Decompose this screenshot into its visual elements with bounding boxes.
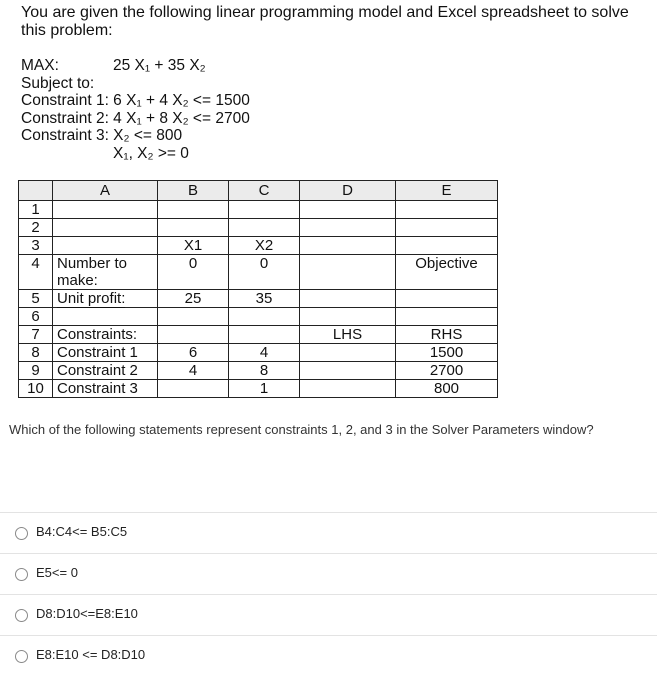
max-label: MAX: [21, 57, 59, 74]
option-label: B4:C4<= B5:C5 [36, 524, 128, 539]
cell-e7: RHS [396, 326, 498, 344]
subject-to-label: Subject to: [21, 74, 95, 92]
row-number: 7 [19, 326, 53, 344]
cell-b5: 25 [158, 290, 229, 308]
cell-c2 [229, 219, 300, 237]
radio-button[interactable] [15, 650, 28, 663]
cell-d8 [300, 344, 396, 362]
cell-c5: 35 [229, 290, 300, 308]
cell-d7: LHS [300, 326, 396, 344]
cell-e5 [396, 290, 498, 308]
radio-button[interactable] [15, 527, 28, 540]
problem-intro: You are given the following linear programming model and Excel spreadsheet to solve this problem: [21, 4, 629, 39]
cell-e4: Objective [396, 255, 498, 290]
cell-d6 [300, 308, 396, 326]
cell-e9: 2700 [396, 362, 498, 380]
constraint-1: Constraint 1: 6 X₁ + 4 X₂ <= 1500 [21, 92, 250, 109]
objective-function: 25 X₁ + 35 X₂ [113, 57, 206, 74]
question-text: Which of the following statements represent constraints 1, 2, and 3 in the Solver Parameters window? [9, 422, 594, 437]
option-label: E8:E10 <= D8:D10 [36, 647, 146, 662]
column-header-b: B [158, 181, 229, 201]
answer-option-4[interactable] [0, 635, 657, 676]
cell-d5 [300, 290, 396, 308]
lp-model [21, 57, 250, 162]
option-label: D8:D10<=E8:E10 [36, 606, 138, 621]
cell-d4 [300, 255, 396, 290]
cell-b3: X1 [158, 237, 229, 255]
table-row [19, 344, 498, 362]
cell-c4: 0 [229, 255, 300, 290]
cell-a4: Number to make: [53, 255, 158, 290]
cell-e3 [396, 237, 498, 255]
sheet-corner [19, 181, 53, 201]
column-header-a: A [53, 181, 158, 201]
cell-d3 [300, 237, 396, 255]
cell-b2 [158, 219, 229, 237]
cell-a2 [53, 219, 158, 237]
table-row [19, 308, 498, 326]
table-row [19, 201, 498, 219]
cell-e2 [396, 219, 498, 237]
cell-d2 [300, 219, 396, 237]
table-row [19, 380, 498, 398]
cell-d9 [300, 362, 396, 380]
table-row [19, 362, 498, 380]
row-number: 10 [19, 380, 53, 398]
row-number: 4 [19, 255, 53, 290]
row-number: 8 [19, 344, 53, 362]
cell-d1 [300, 201, 396, 219]
cell-c10: 1 [229, 380, 300, 398]
row-number: 3 [19, 237, 53, 255]
cell-b9: 4 [158, 362, 229, 380]
cell-b4: 0 [158, 255, 229, 290]
radio-button[interactable] [15, 568, 28, 581]
cell-a9: Constraint 2 [53, 362, 158, 380]
option-label: E5<= 0 [36, 565, 78, 580]
cell-b10 [158, 380, 229, 398]
constraint-2: Constraint 2: 4 X₁ + 8 X₂ <= 2700 [21, 109, 250, 127]
cell-e6 [396, 308, 498, 326]
cell-a3 [53, 237, 158, 255]
constraint-3: Constraint 3: X₂ <= 800 [21, 127, 183, 144]
unit-profit-label: Unit profit: [57, 290, 126, 307]
answer-option-1[interactable] [0, 512, 657, 553]
cell-a6 [53, 308, 158, 326]
cell-e10: 800 [396, 380, 498, 398]
cell-c3: X2 [229, 237, 300, 255]
cell-b8: 6 [158, 344, 229, 362]
column-header-c: C [229, 181, 300, 201]
cell-b7 [158, 326, 229, 344]
column-header-row [19, 181, 498, 201]
table-row [19, 255, 498, 290]
row-number: 2 [19, 219, 53, 237]
answer-option-2[interactable] [0, 553, 657, 594]
table-row [19, 237, 498, 255]
cell-a5 [53, 290, 158, 308]
cell-a10: Constraint 3 [53, 380, 158, 398]
row-number: 9 [19, 362, 53, 380]
cell-a1 [53, 201, 158, 219]
table-row [19, 326, 498, 344]
column-header-d: D [300, 181, 396, 201]
cell-e1 [396, 201, 498, 219]
cell-c9: 8 [229, 362, 300, 380]
cell-c1 [229, 201, 300, 219]
cell-e8: 1500 [396, 344, 498, 362]
row-number: 1 [19, 201, 53, 219]
radio-button[interactable] [15, 609, 28, 622]
nonnegativity-bounds: X₁, X₂ >= 0 [113, 144, 189, 162]
table-row [19, 290, 498, 308]
cell-d10 [300, 380, 396, 398]
row-number: 5 [19, 290, 53, 308]
cell-a8: Constraint 1 [53, 344, 158, 362]
row-number: 6 [19, 308, 53, 326]
cell-c8: 4 [229, 344, 300, 362]
cell-b6 [158, 308, 229, 326]
cell-c7 [229, 326, 300, 344]
column-header-e: E [396, 181, 498, 201]
cell-a7: Constraints: [53, 326, 158, 344]
excel-spreadsheet [18, 180, 498, 398]
answer-option-3[interactable] [0, 594, 657, 635]
table-row [19, 219, 498, 237]
cell-c6 [229, 308, 300, 326]
cell-b1 [158, 201, 229, 219]
